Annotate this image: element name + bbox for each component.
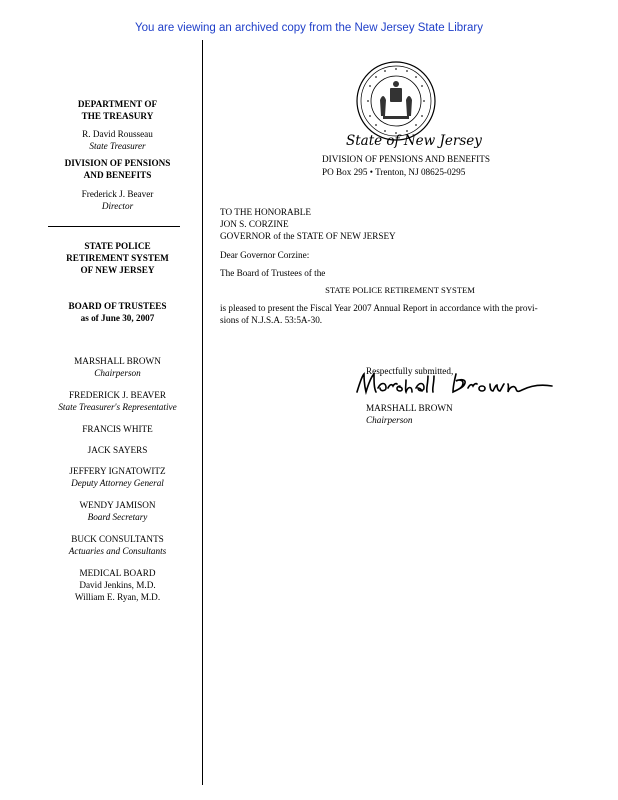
director-title: Director <box>101 201 134 211</box>
agency-header <box>322 153 490 179</box>
board-line1: BOARD OF TRUSTEES <box>68 301 167 311</box>
member-name: JACK SAYERS <box>87 445 148 455</box>
member-name: WENDY JAMISON <box>79 500 156 510</box>
member-7 <box>40 533 195 557</box>
left-rule <box>48 226 180 227</box>
member-2 <box>30 389 205 413</box>
agency-division: DIVISION OF PENSIONS AND BENEFITS <box>322 154 490 164</box>
member-title: Deputy Attorney General <box>71 478 164 488</box>
member-name: BUCK CONSULTANTS <box>71 534 164 544</box>
member-1 <box>40 355 195 379</box>
director-block <box>40 188 195 212</box>
member-name: FREDERICK J. BEAVER <box>68 390 167 400</box>
system-name: STATE POLICE RETIREMENT SYSTEM <box>325 285 475 295</box>
doctor-1: David Jenkins, M.D. <box>79 580 156 590</box>
member-4 <box>40 444 195 456</box>
addressee-line1: TO THE HONORABLE <box>220 207 312 217</box>
department-line2: THE TREASURY <box>81 111 154 121</box>
system-line3: OF NEW JERSEY <box>80 265 155 275</box>
system-line2: RETIREMENT SYSTEM <box>66 253 169 263</box>
division-line2: AND BENEFITS <box>83 170 152 180</box>
medical-board-block <box>40 567 195 603</box>
signer-name: MARSHALL BROWN <box>366 403 453 413</box>
member-5 <box>40 465 195 489</box>
addressee-block <box>220 206 396 242</box>
agency-address: PO Box 295 • Trenton, NJ 08625-0295 <box>322 167 466 177</box>
handwritten-signature <box>352 368 557 402</box>
state-name: State of New Jersey <box>346 133 482 149</box>
treasurer-name: R. David Rousseau <box>82 129 153 139</box>
member-3 <box>40 423 195 435</box>
letter-intro: The Board of Trustees of the <box>220 268 326 278</box>
member-name: FRANCIS WHITE <box>82 424 153 434</box>
signer-title: Chairperson <box>366 415 413 425</box>
state-seal-icon <box>355 60 437 142</box>
member-title: State Treasurer's Representative <box>58 402 177 412</box>
board-line2: as of June 30, 2007 <box>80 313 155 323</box>
division-line1: DIVISION OF PENSIONS <box>64 158 171 168</box>
member-6 <box>40 499 195 523</box>
medical-board-heading: MEDICAL BOARD <box>79 568 156 578</box>
member-title: Board Secretary <box>87 512 148 522</box>
division-heading <box>40 157 195 181</box>
system-line1: STATE POLICE <box>84 241 151 251</box>
addressee-line3: GOVERNOR of the STATE OF NEW JERSEY <box>220 231 396 241</box>
addressee-line2: JON S. CORZINE <box>220 219 289 229</box>
department-heading <box>40 98 195 122</box>
department-line1: DEPARTMENT OF <box>77 99 158 109</box>
treasurer-block <box>40 128 195 152</box>
closing: Respectfully submitted, <box>366 366 454 376</box>
archive-banner: You are viewing an archived copy from the New Jersey State Library <box>135 22 483 34</box>
letter-body-line2: sions of N.J.S.A. 53:5A-30. <box>220 315 323 325</box>
doctor-2: William E. Ryan, M.D. <box>74 592 161 602</box>
member-name: MARSHALL BROWN <box>74 356 161 366</box>
treasurer-title: State Treasurer <box>89 141 146 151</box>
member-title: Actuaries and Consultants <box>68 546 167 556</box>
letter-body-line1: is pleased to present the Fiscal Year 2007 Annual Report in accordance with the provi- <box>220 303 538 313</box>
signer-block <box>366 402 453 426</box>
salutation: Dear Governor Corzine: <box>220 250 310 260</box>
letter-body <box>220 302 538 326</box>
board-heading <box>40 300 195 324</box>
director-name: Frederick J. Beaver <box>81 189 154 199</box>
member-title: Chairperson <box>94 368 141 378</box>
system-heading <box>40 240 195 276</box>
member-name: JEFFERY IGNATOWITZ <box>69 466 166 476</box>
